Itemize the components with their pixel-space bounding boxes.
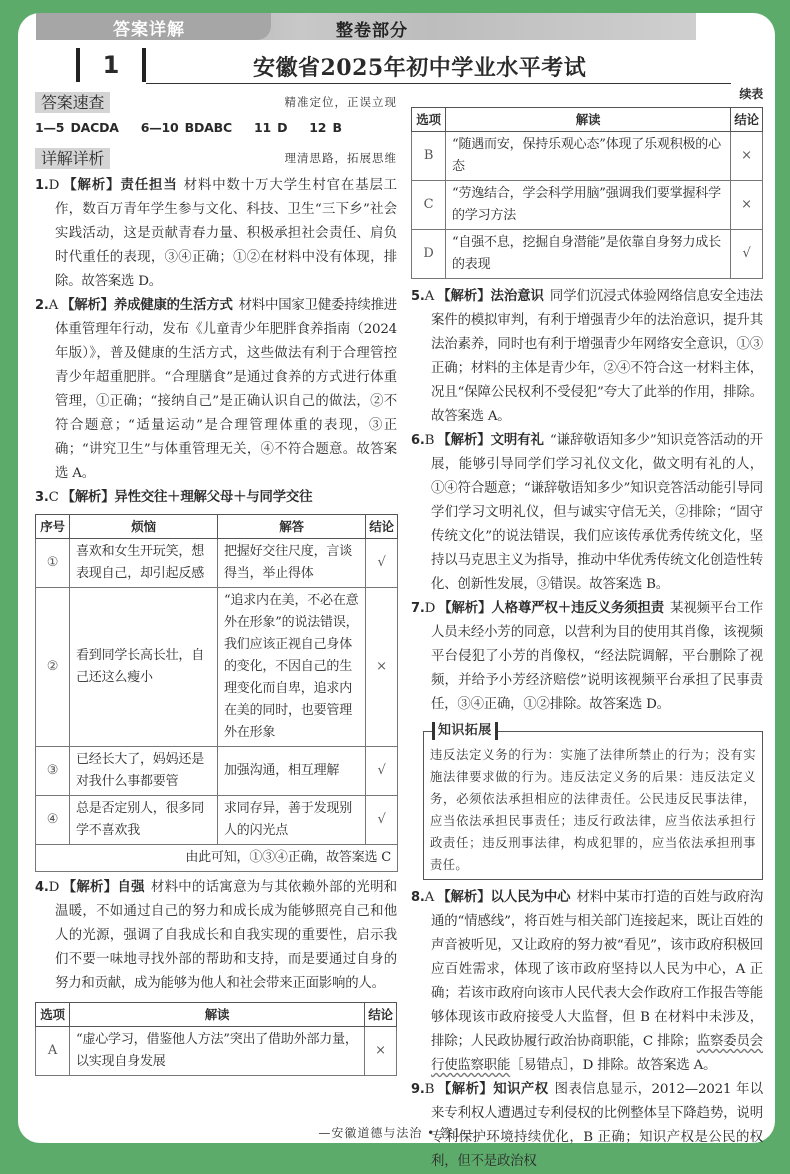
q4-table (35, 1002, 397, 1076)
q-answer: D (48, 880, 60, 895)
table-row (412, 230, 763, 279)
q-tag: 【解析】以人民为中心 (437, 890, 571, 905)
table-continued-label: 续表 (739, 87, 763, 101)
th: 解读 (70, 1003, 365, 1027)
knowledge-extension-label: 知识拓展 (432, 722, 498, 740)
cell: × (731, 181, 763, 230)
answers-1-5: 1—5 DACDA (35, 120, 119, 135)
cell: ④ (36, 796, 70, 845)
th: 选项 (412, 108, 446, 132)
table-row (36, 588, 398, 747)
q-answer: C (48, 490, 59, 505)
question-2-explanation (35, 294, 397, 486)
cell: “随遇而安，保持乐观心态”体现了乐观积极的心态 (446, 132, 731, 181)
q-num: 6. (411, 433, 425, 448)
detail-label: 详解详析 (35, 148, 110, 169)
q-text: 某视频平台工作人员未经小芳的同意，以营利为目的使用其肖像，该视频平台侵犯了小芳的肖像权，“经法院调解，平台删除了视频，并给予小芳经济赔偿”说明该视频平台承担了民事责任，③④正确，①②排除。故答案选 D。 (431, 601, 763, 712)
q-tag: 【解析】自强 (62, 880, 145, 895)
q-tag: 【解析】养成健康的生活方式 (61, 298, 233, 313)
question-3-explanation (35, 486, 397, 510)
th: 结论 (731, 108, 763, 132)
q-text: 材料中某市打造的百姓与政府沟通的“情感线”，将百姓与相关部门连接起来，既让百姓的声音被听见，又让政府的努力被“看见”，该市政府积极回应百姓需求，体现了该市政府坚持以人民为中心，A 正确；若该市政府向该市人民代表大会作政府工作报告等能够体现该市政府接受人大监督，但 B 在材料中未涉及，排除；人民政协履行政治协商职能，C 排除； (431, 890, 764, 1049)
question-6-explanation (411, 429, 763, 597)
question-4-explanation (35, 876, 397, 996)
th: 选项 (36, 1003, 70, 1027)
table-row (412, 181, 763, 230)
cell: × (731, 132, 763, 181)
q-num: 8. (411, 890, 425, 905)
cell: C (412, 181, 446, 230)
q-answer: A (424, 890, 435, 905)
th: 序号 (36, 515, 70, 539)
detail-note: 理清思路，拓展思维 (284, 151, 397, 165)
question-8-explanation (411, 886, 763, 1078)
cell: 喜欢和女生开玩笑，想表现自己，却引起反感 (70, 539, 218, 588)
cell: 总是否定别人，很多同学不喜欢我 (70, 796, 218, 845)
knowledge-extension-box (423, 723, 763, 880)
table-row (412, 132, 763, 181)
detail-header (35, 146, 397, 170)
table-row (36, 796, 398, 845)
q-text: 图表信息显示，2012—2021 年以来专利权人遭遇过专利侵权的比例整体呈下降趋势，说明专利保护环境持续优化，B 正确；知识产权是公民的权利，但不是政治权 (431, 1082, 763, 1169)
cell: 已经长大了，妈妈还是对我什么事都要管 (70, 747, 218, 796)
q-text: 材料中的话寓意为与其依赖外部的光明和温暖，不如通过自己的努力和成长成为能够照亮自己和他人的光源，强调了自我成长和自我实现的重要性，启示我们不要一味地寻找外部的帮助和支持，而是要通过自身的努力和贡献，成为能够为他人和社会带来正面影响的人。 (55, 880, 397, 991)
q-num: 4. (35, 880, 49, 895)
q-num: 7. (411, 601, 425, 616)
cell: ② (36, 588, 70, 747)
cell: × (365, 1027, 397, 1076)
q-text: ，D 排除。故答案选 A。 (569, 1058, 717, 1073)
page-footer: —安徽道德与法治 • 答1— (318, 1126, 475, 1140)
th: 解读 (446, 108, 731, 132)
th: 结论 (366, 515, 398, 539)
wavy-underlined-text: 监察委员会行使监察职能 (431, 1034, 763, 1073)
q-text: 材料中数十万大学生村官在基层工作，数百万青年学生参与文化、科技、卫生“三下乡”社会实践活动，这是贡献青春力量、积极承担社会责任、肩负时代重任的表现，③④正确；①②在材料中没有体现，排除。故答案选 D。 (55, 178, 398, 289)
quick-answers-label: 答案速查 (35, 92, 110, 113)
section-label: 答案详解 (113, 20, 185, 40)
title-underline (146, 83, 731, 84)
cell: × (366, 588, 398, 747)
table-row (36, 539, 398, 588)
q-num: 1. (35, 178, 49, 193)
q-tag: 【解析】知识产权 (437, 1082, 549, 1097)
q-num: 2. (35, 298, 49, 313)
table-row (36, 1027, 397, 1076)
q-text: 材料中国家卫健委持续推进体重管理年行动，发布《儿童青少年肥胖食养指南（2024 年版）》，普及健康的生活方式，这些做法有利于合理管控青少年超重肥胖。“合理膳食”是通过食养的方式进行体重管理，①正确；“接纳自己”是正确认识自己的做法，②不符合题意；“适量运动”是合理管理体重的表现，③正确；“讲究卫生”与体重管理无关，④不符合题意。故答案选 A。 (55, 298, 397, 481)
cell: “追求内在美，不必在意外在形象”的说法错误，我们应该正视自己身体的变化，不因自己的生理变化而自卑，追求内在美的同时，也要管理外在形象 (218, 588, 366, 747)
quick-answers (35, 118, 397, 138)
quick-answers-note: 精准定位，正误立现 (284, 95, 397, 109)
page-title: 安徽省2025年初中学业水平考试 (253, 55, 587, 81)
paper-number: 1 (76, 48, 146, 82)
cell: 把握好交往尺度，言谈得当，举止得体 (218, 539, 366, 588)
q-answer: D (424, 601, 436, 616)
cell: B (412, 132, 446, 181)
q-num: 9. (411, 1082, 425, 1097)
right-column (411, 85, 763, 1174)
q-tag: 【解析】人格尊严权＋违反义务须担责 (438, 601, 665, 616)
table-summary-row (36, 845, 398, 872)
knowledge-extension-text: 违反法定义务的行为：实施了法律所禁止的行为；没有实施法律要求做的行为。违反法定义务的后果：违反法定义务，必须依法承担相应的法律责任。公民违反民事法律，应当依法承担民事责任；违反行政法律，应当依法承担行政责任；违反刑事法律，构成犯罪的，应当依法承担刑事责任。 (430, 748, 756, 872)
cell: 看到同学长高长壮，自己还这么瘦小 (70, 588, 218, 747)
cell: ① (36, 539, 70, 588)
cell: 加强沟通，相互理解 (218, 747, 366, 796)
cell: √ (366, 796, 398, 845)
cell: √ (731, 230, 763, 279)
left-column (35, 90, 397, 1076)
question-5-explanation (411, 285, 763, 429)
q-text: 同学们沉浸式体验网络信息安全违法案件的模拟审判，有利于增强青少年的法治意识，提升其法治素养，同时也有利于增强青少年网络安全意识，①③正确；材料的主体是青少年，②④不符合这一材料主体，况且“保障公民权利不受侵犯”夸大了此举的作用，排除。故答案选 A。 (431, 289, 763, 424)
error-prone-note: ［易错点］ (510, 1058, 570, 1073)
cell: “自强不息，挖掘自身潜能”是依靠自身努力成长的表现 (446, 230, 731, 279)
q-tag: 【解析】法治意识 (437, 289, 544, 304)
q-tag: 【解析】文明有礼 (437, 433, 544, 448)
cell: D (412, 230, 446, 279)
th: 烦恼 (70, 515, 218, 539)
q-tag: 【解析】责任担当 (62, 178, 178, 193)
cell: “虚心学习，借鉴他人方法”突出了借助外部力量，以实现自身发展 (70, 1027, 365, 1076)
q-answer: A (48, 298, 59, 313)
q-answer: B (424, 433, 435, 448)
answer-11: 11 D (253, 120, 288, 135)
cell: √ (366, 539, 398, 588)
q-num: 3. (35, 490, 49, 505)
answer-page (18, 13, 775, 1169)
th: 结论 (365, 1003, 397, 1027)
cell: 由此可知，①③④正确，故答案选 C (36, 845, 398, 872)
cell: ③ (36, 747, 70, 796)
table-row (36, 747, 398, 796)
q-answer: A (424, 289, 435, 304)
q-text: “谦辞敬语知多少”知识竞答活动的开展，能够引导同学们学习礼仪文化，做文明有礼的人，①④符合题意；“谦辞敬语知多少”知识竞答活动能引导同学们学习文明礼仪，但与诚实守信无关，②排除；“固守传统文化”的说法错误，我们应该传承优秀传统文化，坚持以马克思主义为指导，推动中华优秀传统文化创造性转化、创新性发展，③错误。故答案选 B。 (431, 433, 763, 592)
th: 解答 (218, 515, 366, 539)
question-7-explanation (411, 597, 763, 717)
question-1-explanation (35, 174, 397, 294)
cell: 求同存异，善于发现别人的闪光点 (218, 796, 366, 845)
q-tag: 【解析】异性交往＋理解父母＋与同学交往 (61, 490, 313, 505)
cell: “劳逸结合，学会科学用脑”强调我们要掌握科学的学习方法 (446, 181, 731, 230)
q3-table (35, 514, 398, 872)
answers-6-10: 6—10 BDABC (140, 120, 232, 135)
cell: √ (366, 747, 398, 796)
q-answer: B (424, 1082, 435, 1097)
quick-answers-header (35, 90, 397, 114)
cell: A (36, 1027, 70, 1076)
answer-12: 12 B (309, 120, 342, 135)
q-num: 5. (411, 289, 425, 304)
q4-table-continued (411, 107, 763, 279)
section-part: 整卷部分 (336, 21, 408, 41)
q-answer: D (48, 178, 60, 193)
